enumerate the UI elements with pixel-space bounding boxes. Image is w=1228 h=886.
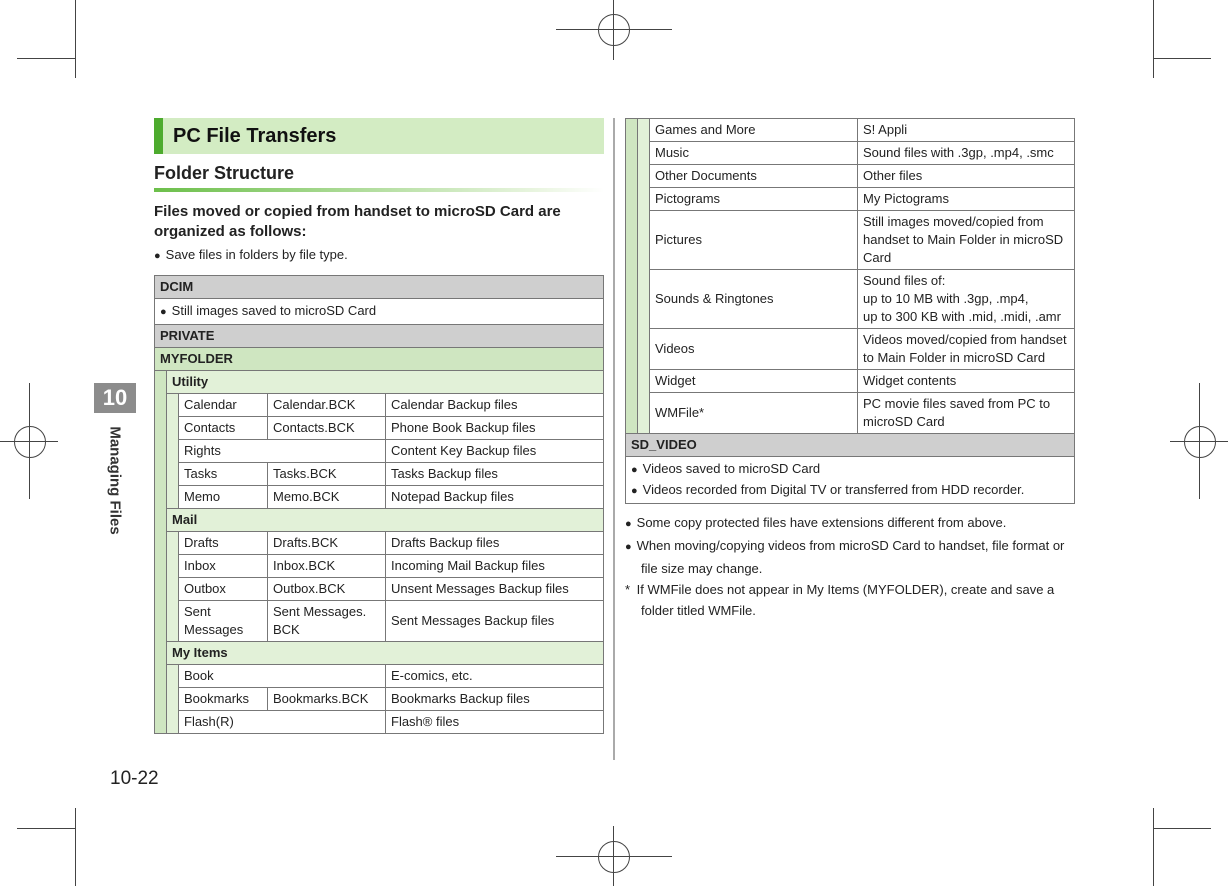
sd-video-note-text: Videos recorded from Digital TV or transferred from HDD recorder. (642, 482, 1025, 497)
file-desc: Content Key Backup files (386, 440, 604, 463)
file-desc: Widget contents (858, 370, 1075, 393)
utility-header: Utility (167, 371, 604, 394)
table-row (626, 119, 1075, 142)
table-row (155, 417, 604, 440)
crop-mark (1153, 828, 1211, 829)
file-name: Contacts.BCK (268, 417, 386, 440)
utility-indent (167, 394, 179, 509)
registration-mark (14, 426, 46, 458)
file-name: Bookmarks.BCK (268, 688, 386, 711)
file-name: Drafts.BCK (268, 532, 386, 555)
note-text: When moving/copying videos from microSD Card to handset, file format or file size may change. (636, 538, 1065, 576)
table-row (155, 394, 604, 417)
crop-mark (1153, 58, 1211, 59)
dcim-note (155, 299, 604, 325)
file-desc: Incoming Mail Backup files (386, 555, 604, 578)
right-column (625, 118, 1075, 621)
column-divider (613, 118, 615, 760)
dcim-header: DCIM (155, 276, 604, 299)
footnote-text: If WMFile does not appear in My Items (MYFOLDER), create and save a folder titled WMFile. (636, 582, 1055, 618)
my-items-header: My Items (167, 642, 604, 665)
private-header: PRIVATE (155, 325, 604, 348)
folder-name: Games and More (650, 119, 858, 142)
table-row (155, 601, 604, 642)
folder-name: Sounds & Ringtones (650, 270, 858, 329)
folder-name: Tasks (179, 463, 268, 486)
folder-name: Drafts (179, 532, 268, 555)
file-desc: Tasks Backup files (386, 463, 604, 486)
file-desc: Bookmarks Backup files (386, 688, 604, 711)
table-row (626, 393, 1075, 434)
file-desc: Phone Book Backup files (386, 417, 604, 440)
folder-name: Widget (650, 370, 858, 393)
my-items-indent (167, 665, 179, 734)
folder-name: Bookmarks (179, 688, 268, 711)
sd-video-note-text: Videos saved to microSD Card (642, 461, 821, 476)
file-desc: Sound files with .3gp, .mp4, .smc (858, 142, 1075, 165)
desc-line: up to 10 MB with .3gp, .mp4, (863, 291, 1029, 306)
file-desc: Videos moved/copied from handset to Main Folder in microSD Card (858, 329, 1075, 370)
table-row (626, 188, 1075, 211)
table-row (155, 665, 604, 688)
sd-video-notes (626, 457, 1075, 504)
table-row (155, 440, 604, 463)
file-desc: E-comics, etc. (386, 665, 604, 688)
folder-table-continued (625, 118, 1075, 504)
myfolder-indent (155, 371, 167, 734)
lead-text: Files moved or copied from handset to microSD Card are organized as follows: (154, 203, 561, 240)
desc-line: up to 300 KB with .mid, .midi, .amr (863, 309, 1061, 324)
note (625, 512, 1075, 535)
folder-name: Calendar (179, 394, 268, 417)
note-text: Some copy protected files have extensions different from above. (636, 515, 1007, 530)
folder-name: Pictograms (650, 188, 858, 211)
folder-name: Pictures (650, 211, 858, 270)
table-row (155, 711, 604, 734)
table-row (626, 270, 1075, 329)
file-desc: My Pictograms (858, 188, 1075, 211)
chapter-number: 10 (94, 383, 136, 413)
folder-name: Contacts (179, 417, 268, 440)
lead-bullet (154, 245, 604, 266)
crop-mark (17, 828, 75, 829)
table-row (626, 142, 1075, 165)
mail-header: Mail (167, 509, 604, 532)
folder-name: WMFile* (650, 393, 858, 434)
file-name: Outbox.BCK (268, 578, 386, 601)
file-name: Inbox.BCK (268, 555, 386, 578)
dcim-note-text: Still images saved to microSD Card (171, 303, 377, 318)
subsection-title: Folder Structure (154, 163, 295, 183)
folder-name: Videos (650, 329, 858, 370)
left-column (154, 118, 604, 734)
folder-name: Inbox (179, 555, 268, 578)
lead-bullet-text: Save files in folders by file type. (165, 247, 348, 262)
registration-mark (1184, 426, 1216, 458)
folder-name: Music (650, 142, 858, 165)
file-desc: Other files (858, 165, 1075, 188)
crop-mark (17, 58, 75, 59)
crop-mark (1153, 0, 1154, 78)
folder-table (154, 275, 604, 734)
folder-name: Outbox (179, 578, 268, 601)
table-row (155, 463, 604, 486)
file-desc: Flash® files (386, 711, 604, 734)
file-desc: PC movie files saved from PC to microSD Card (858, 393, 1075, 434)
myfolder-indent (626, 119, 638, 434)
table-row (155, 532, 604, 555)
file-desc: Unsent Messages Backup files (386, 578, 604, 601)
registration-mark (598, 841, 630, 873)
crop-mark (75, 0, 76, 78)
table-row (626, 370, 1075, 393)
notes (625, 512, 1075, 621)
file-name: Calendar.BCK (268, 394, 386, 417)
sd-video-note (631, 459, 1069, 480)
sd-video-header: SD_VIDEO (626, 434, 1075, 457)
table-row (155, 555, 604, 578)
folder-name: Flash(R) (179, 711, 386, 734)
folder-name: Other Documents (650, 165, 858, 188)
footnote (625, 579, 1075, 621)
mail-indent (167, 532, 179, 642)
file-desc: Drafts Backup files (386, 532, 604, 555)
desc-line: Sound files of: (863, 273, 946, 288)
myfolder-header: MYFOLDER (155, 348, 604, 371)
table-row (626, 211, 1075, 270)
subsection-rule (154, 188, 604, 192)
folder-name: Rights (179, 440, 386, 463)
file-desc: Notepad Backup files (386, 486, 604, 509)
folder-name: Sent Messages (179, 601, 268, 642)
file-desc: Calendar Backup files (386, 394, 604, 417)
table-row (155, 578, 604, 601)
section-title: PC File Transfers (154, 118, 604, 154)
note (625, 535, 1075, 579)
file-name: Memo.BCK (268, 486, 386, 509)
file-desc: Sent Messages Backup files (386, 601, 604, 642)
table-row (626, 329, 1075, 370)
sd-video-note (631, 480, 1069, 501)
file-desc: Still images moved/copied from handset to Main Folder in microSD Card (858, 211, 1075, 270)
chapter-title (72, 420, 158, 540)
crop-mark (75, 808, 76, 886)
chapter-title-text: Managing Files (106, 425, 124, 535)
page-number: 10-22 (110, 768, 159, 789)
table-row (155, 688, 604, 711)
my-items-indent (638, 119, 650, 434)
registration-mark (598, 14, 630, 46)
file-name: Tasks.BCK (268, 463, 386, 486)
folder-name: Book (179, 665, 386, 688)
table-row (155, 486, 604, 509)
table-row (626, 165, 1075, 188)
file-name: Sent Messages. BCK (268, 601, 386, 642)
crop-mark (1153, 808, 1154, 886)
file-desc (858, 270, 1075, 329)
folder-name: Memo (179, 486, 268, 509)
file-desc: S! Appli (858, 119, 1075, 142)
